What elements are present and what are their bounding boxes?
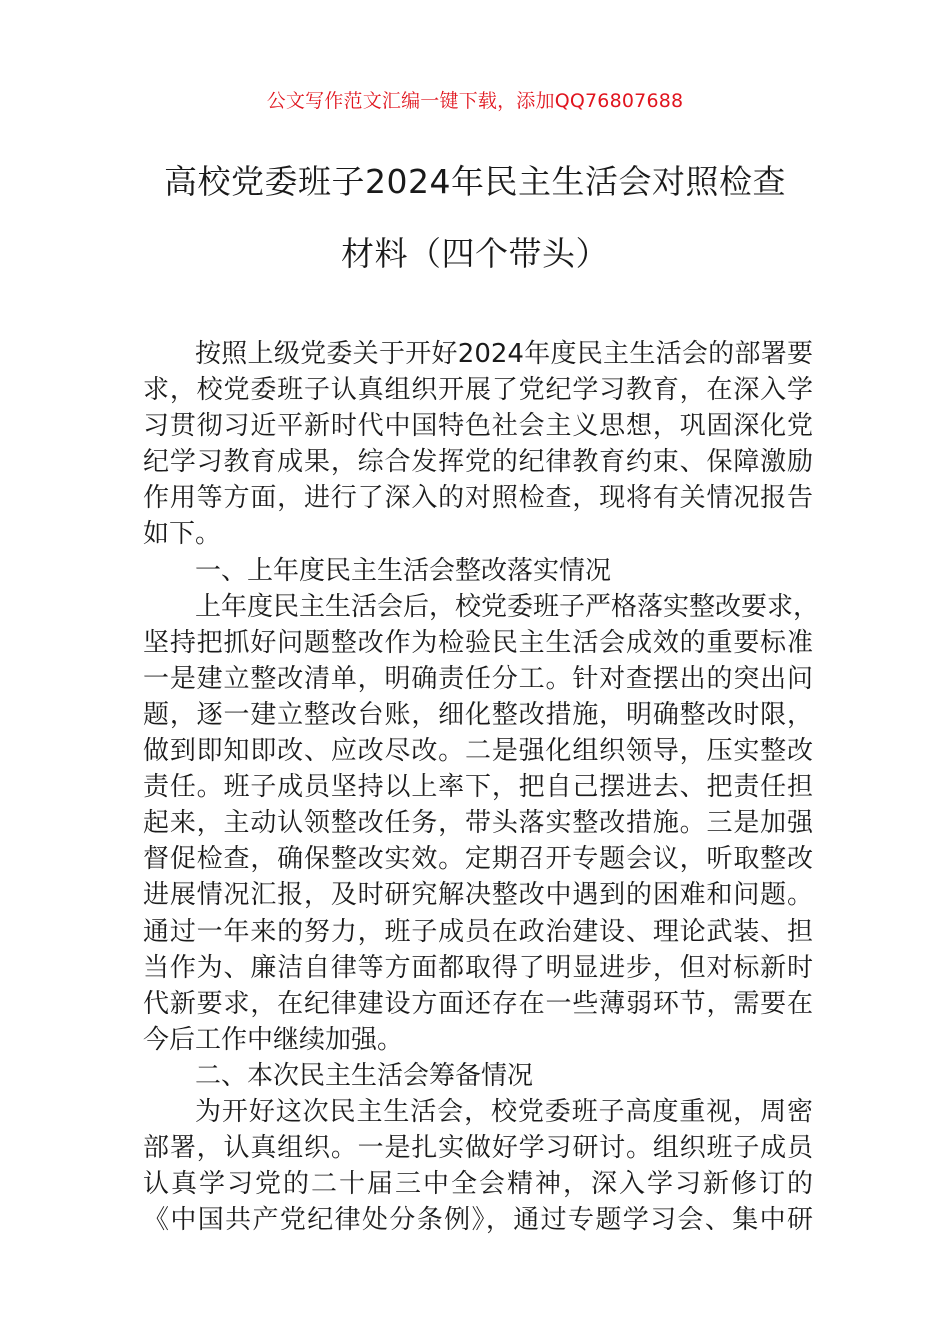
- body-line: 通过一年来的努力，班子成员在政治建设、理论武装、担: [143, 916, 813, 947]
- body-line: 上年度民主生活会后，校党委班子严格落实整改要求，: [195, 591, 820, 622]
- body-line: 题，逐一建立整改台账，细化整改措施，明确整改时限，: [143, 699, 813, 730]
- body-line: 一是建立整改清单，明确责任分工。针对查摆出的突出问: [143, 663, 813, 694]
- document-title-line-2: 材料（四个带头）: [341, 234, 609, 273]
- body-line: 督促检查，确保整改实效。定期召开专题会议，听取整改: [143, 844, 813, 875]
- body-line: 代新要求，在纪律建设方面还存在一些薄弱环节，需要在: [143, 988, 813, 1019]
- body-line: 按照上级党委关于开好2024年度民主生活会的部署要: [195, 339, 813, 369]
- body-line: 进展情况汇报，及时研究解决整改中遇到的困难和问题。: [143, 880, 813, 911]
- body-line: 《中国共产党纪律处分条例》，通过专题学习会、集中研: [143, 1205, 813, 1236]
- body-line: 为开好这次民主生活会，校党委班子高度重视，周密: [195, 1096, 813, 1127]
- body-line: 部署，认真组织。一是扎实做好学习研讨。组织班子成员: [143, 1133, 813, 1164]
- body-line: 作用等方面，进行了深入的对照检查，现将有关情况报告: [143, 483, 813, 514]
- document-body: [143, 336, 820, 1238]
- body-line: 坚持把抓好问题整改作为检验民主生活会成效的重要标准: [143, 627, 813, 658]
- body-line: 做到即知即改、应改尽改。二是强化组织领导，压实整改: [143, 736, 813, 767]
- body-line: 如下。: [143, 519, 222, 550]
- body-line: 起来，主动认领整改任务，带头落实整改措施。三是加强: [143, 808, 813, 839]
- body-line: 认真学习党的二十届三中全会精神，深入学习新修订的: [143, 1169, 813, 1200]
- body-line: 纪学习教育成果，综合发挥党的纪律教育约束、保障激励: [143, 447, 813, 478]
- document-title-line-1: 高校党委班子2024年民主生活会对照检查: [164, 162, 786, 201]
- body-line: 今后工作中继续加强。: [143, 1024, 404, 1055]
- body-line: 一、上年度民主生活会整改落实情况: [195, 555, 612, 586]
- body-line: 习贯彻习近平新时代中国特色社会主义思想，巩固深化党: [143, 411, 813, 442]
- body-line: 责任。班子成员坚持以上率下，把自己摆进去、把责任担: [143, 772, 813, 803]
- body-line: 二、本次民主生活会筹备情况: [195, 1060, 534, 1091]
- body-line: 当作为、廉洁自律等方面都取得了明显进步，但对标新时: [143, 952, 813, 983]
- body-line: 求，校党委班子认真组织开展了党纪学习教育，在深入学: [143, 375, 813, 406]
- download-banner: 公文写作范文汇编一键下载，添加QQ76807688: [266, 90, 684, 112]
